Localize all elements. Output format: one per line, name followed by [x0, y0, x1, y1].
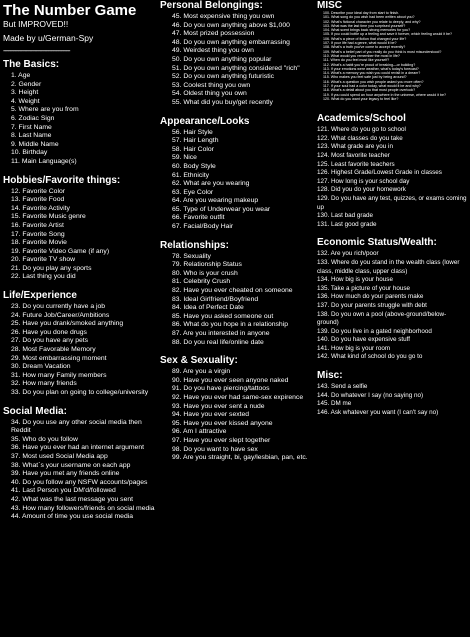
list-item: 28. Most Favorable Memory	[11, 346, 96, 354]
list-item: 81. Celebrity Crush	[172, 278, 231, 286]
list-item: 21. Do you play any sports	[11, 264, 92, 272]
list-item: 99. Are you straight, bi, gay/lesbian, pan, etc.	[172, 454, 308, 462]
list-item: 102. What's fictional character you relate to deeply, and why?	[323, 19, 421, 24]
list-item: 25. Have you drank/smoked anything	[11, 320, 124, 328]
list-social	[3, 419, 155, 522]
section-title-basics: The Basics:	[3, 59, 60, 70]
list-item: 20. Favorite TV show	[11, 256, 76, 264]
list-item: 134. How big is your house	[317, 276, 393, 284]
list-item: 128. Did you do your homework	[317, 186, 406, 194]
list-item: 107. If your life had a genre, what would it be?	[323, 41, 397, 46]
list-item: 16. Favorite Artist	[11, 221, 64, 229]
list-item: 118. What's a detail about you that most people overlook?	[323, 88, 416, 93]
section-title-economic: Economic Status/Wealth:	[317, 237, 437, 249]
list-item: 121. Where do you go to school	[317, 126, 406, 134]
page-subtitle: But IMPROVED!!	[3, 19, 69, 29]
list-item: 94. Have you ever sexted	[172, 411, 250, 419]
list-item: 35. Who do you follow	[11, 435, 78, 443]
page-title: The Number Game	[3, 2, 137, 19]
list-item: 57. Hair Length	[172, 137, 219, 145]
list-item: 47. Most prized possession	[172, 30, 255, 38]
author-byline: Made by u/German-Spy	[3, 33, 94, 43]
section-title-academics: Academics/School	[317, 113, 406, 125]
list-item: 55. What did you buy/get recently	[172, 98, 273, 106]
list-item: 30. Dream Vacation	[11, 363, 71, 371]
list-item: 131. Last good grade	[317, 220, 377, 228]
list-item: 1. Age	[11, 72, 31, 79]
list-item: 108. What's a truth you've come to accept recently?	[323, 45, 406, 50]
divider-line: ----------------------------------------	[3, 46, 70, 55]
list-item: 111. When do you feel most like yourself?	[323, 58, 390, 63]
list-item: 62. What are you wearing	[172, 180, 250, 188]
list-item: 4. Weight	[11, 97, 40, 105]
list-item: 38. What`s your username on each app	[11, 461, 131, 469]
list-item: 7. First Name	[11, 123, 52, 131]
list-item: 98. Do you want to have sex	[172, 445, 258, 453]
list-item: 65. Type of Underwear you wear	[172, 205, 271, 213]
list-appearance	[160, 129, 312, 232]
list-item: 120. What do you want your legacy to feel like?	[323, 96, 399, 101]
list-item: 40. Do you follow any NSFW accounts/pages	[11, 478, 148, 486]
list-item: 9. Middle Name	[11, 140, 59, 148]
list-item: 138. Do you own a pool (above-ground/below-ground)	[317, 310, 447, 327]
list-item: 113. If your emotions were weather, what's today's forecast?	[323, 66, 419, 71]
list-item: 51. Do you own anything considered "rich"	[172, 64, 300, 72]
list-item: 146. Ask whatever you want (I can't say no)	[317, 408, 439, 416]
list-item: 52. Do you own anything futuristic	[172, 73, 275, 81]
list-item: 145. DM me	[317, 400, 352, 408]
list-item: 140. Do you have expensive stuff	[317, 336, 410, 344]
list-item: 103. What was the last time you surprised yourself?	[323, 23, 406, 28]
list-item: 95. Have you ever kissed anyone	[172, 419, 273, 427]
list-item: 36. Have you ever had an internet argument	[11, 444, 145, 452]
list-item: 104. What scent brings back strong memories for you?	[323, 28, 411, 33]
list-relationships	[160, 253, 312, 348]
list-item: 141. How big is your room	[317, 344, 391, 352]
list-item: 137. Do your parents struggle with debt	[317, 301, 427, 309]
list-item: 54. Oldest thing you own	[172, 90, 247, 98]
list-item: 15. Favorite Music genre	[11, 213, 86, 221]
list-item: 24. Future Job/Career/Ambitions	[11, 311, 110, 319]
list-item: 22. Last thing you did	[11, 273, 76, 281]
list-item: 41. Last Person you DM'd/followed	[11, 487, 116, 495]
list-item: 44. Amount of time you use social media	[11, 513, 134, 521]
list-item: 106. What's a piece of fiction that changed your life?	[323, 36, 407, 41]
list-hobbies	[3, 188, 155, 283]
list-item: 43. How many followers/friends on social media	[11, 504, 155, 512]
list-item: 117. If your soul had a color today, what would it be and why?	[323, 84, 421, 89]
list-item: 132. Are you rich/poor	[317, 250, 379, 258]
section-title-hobbies: Hobbies/Favorite things:	[3, 174, 121, 186]
list-sex	[160, 368, 312, 463]
list-item: 11. Main Language(s)	[11, 157, 77, 165]
list-item: 17. Favorite Song	[11, 230, 65, 238]
list-item: 123. What grade are you in	[317, 143, 393, 151]
list-item: 14. Favorite Activity	[11, 204, 70, 212]
list-item: 143. Send a selfie	[317, 383, 368, 391]
list-item: 139. Do you live in a gated neighborhood	[317, 327, 432, 335]
section-title-misc-top: MISC	[317, 0, 342, 11]
list-item: 12. Favorite Color	[11, 187, 66, 195]
list-item: 6. Zodiac Sign	[11, 114, 55, 122]
column-left	[3, 0, 155, 522]
column-right	[317, 0, 467, 417]
section-title-belongings: Personal Belongings:	[160, 0, 263, 11]
list-item: 144. Do whatever I say (no saying no)	[317, 391, 424, 399]
list-item: 83. Ideal Girlfriend/Boyfriend	[172, 295, 259, 303]
list-item: 116. What's a question you wish people asked you more often?	[323, 79, 424, 84]
list-item: 90. Have you ever seen anyone naked	[172, 376, 289, 384]
list-item: 3. Height	[11, 89, 39, 97]
section-title-relationships: Relationships:	[160, 239, 229, 251]
list-item: 63. Eye Color	[172, 188, 214, 196]
list-item: 82. Have you ever cheated on someone	[172, 287, 293, 295]
list-item: 89. Are you a virgin	[172, 368, 231, 376]
list-life	[3, 303, 155, 398]
list-item: 92. Have you ever had same-sex expirence	[172, 393, 304, 401]
list-item: 88. Do you real life/online date	[172, 338, 264, 346]
section-title-misc-bottom: Misc:	[317, 370, 343, 382]
list-misc-top	[317, 11, 467, 101]
list-item: 48. Do you own anything embarrassing	[172, 38, 290, 46]
list-item: 112. What's a habit you're proud of breaking—or building?	[323, 62, 416, 67]
list-item: 66. Favorite outfit	[172, 214, 225, 222]
list-item: 114. What's a memory you wish you could revisit in a dream?	[323, 71, 421, 76]
list-item: 32. How many friends	[11, 380, 77, 388]
list-basics	[3, 72, 155, 167]
column-middle	[160, 0, 312, 463]
section-title-social: Social Media:	[3, 405, 67, 417]
list-item: 130. Last bad grade	[317, 212, 374, 220]
list-item: 42. What was the last message you sent	[11, 495, 134, 503]
list-item: 79. Relationship Status	[172, 261, 242, 269]
list-item: 110. What would you remember the most in life?	[323, 53, 400, 58]
list-item: 33. Do you plan on going to college/university	[11, 389, 149, 396]
list-item: 5. Where are you from	[11, 106, 79, 114]
section-title-appearance: Appearance/Looks	[160, 115, 250, 127]
list-item: 53. Coolest thing you own	[172, 81, 251, 89]
list-item: 100. Describe your ideal day from start to finish.	[323, 11, 400, 15]
list-item: 101. What song do you wish had been written about you?	[323, 15, 415, 20]
list-item: 127. How long is your school day	[317, 177, 410, 185]
list-item: 59. Nice	[172, 154, 197, 162]
list-item: 124. Most favorite teacher	[317, 152, 390, 160]
list-item: 18. Favorite Movie	[11, 239, 67, 247]
list-item: 84. Idea of Perfect Date	[172, 304, 244, 312]
list-item: 129. Do you have any test, quizzes, or exams coming up	[317, 194, 467, 211]
list-item: 125. Least favorite teachers	[317, 160, 395, 168]
list-item: 109. What's a belief part of you really do you think is most misunderstood?	[323, 49, 442, 54]
list-item: 105. If you could bottle up a feeling and save it forever, which feeling would it be?	[323, 32, 453, 37]
list-item: 37. Most used Social Media app	[11, 452, 108, 460]
list-item: 19. Favorite Video Game (if any)	[11, 247, 110, 255]
list-item: 93. Have you ever sent a nude	[172, 402, 265, 410]
list-item: 61. Ethnicity	[172, 171, 210, 179]
list-item: 133. Where do you stand in the wealth class (lower class, middle class, upper class)	[317, 258, 460, 275]
list-item: 67. Facial/Body Hair	[172, 223, 234, 231]
list-item: 34. Do you use any other social media then Reddit	[11, 418, 142, 435]
list-item: 135. Take a picture of your house	[317, 284, 410, 292]
list-item: 64. Are you wearing makeup	[172, 197, 259, 205]
list-item: 87. Are you interested in anyone	[172, 330, 270, 337]
list-item: 10. Birthday	[11, 149, 48, 157]
list-economic	[317, 250, 467, 362]
list-item: 97. Have you ever slept together	[172, 436, 271, 444]
list-item: 115. Who makes you feel safe just by being around?	[323, 75, 407, 80]
list-item: 50. Do you own anything popular	[172, 55, 272, 63]
list-item: 80. Who is your crush	[172, 269, 238, 277]
list-item: 45. Most expensive thing you own	[172, 13, 275, 20]
list-item: 2. Gender	[11, 80, 42, 88]
list-item: 29. Most embarrassing moment	[11, 354, 107, 362]
list-item: 119. If you could spend an hour anywhere in the universe, where would it be?	[323, 92, 446, 97]
list-item: 49. Weirdest thing you own	[172, 47, 254, 55]
list-item: 13. Favorite Food	[11, 196, 65, 204]
list-item: 96. Am I attractive	[172, 428, 227, 436]
list-item: 126. Highest Grade/Lowest Grade in classes	[317, 169, 442, 177]
list-item: 91. Do you have piercing/tattoos	[172, 385, 270, 393]
list-item: 39. Have you met any friends online	[11, 470, 120, 478]
list-item: 122. What classes do you take	[317, 134, 403, 142]
list-academics	[317, 126, 467, 229]
list-item: 85. Have you asked someone out	[172, 312, 274, 320]
list-item: 56. Hair Style	[172, 128, 213, 136]
list-belongings	[160, 13, 312, 108]
list-item: 136. How much do your parents make	[317, 293, 424, 301]
list-item: 60. Body Style	[172, 162, 216, 170]
list-item: 58. Hair Color	[172, 145, 214, 153]
section-title-sex: Sex & Sexuality:	[160, 355, 238, 367]
list-item: 78. Sexuality	[172, 252, 211, 260]
list-item: 26. Have you done drugs	[11, 328, 87, 336]
list-item: 86. What do you hope in a relationship	[172, 321, 289, 329]
list-item: 23. Do you currently have a job	[11, 303, 106, 311]
section-title-life: Life/Experience	[3, 290, 77, 302]
list-item: 31. How many Family members	[11, 371, 107, 379]
list-item: 8. Last Name	[11, 132, 52, 140]
list-item: 46. Do you own anything above $1,000	[172, 21, 290, 29]
list-item: 27. Do you have any pets	[11, 337, 89, 345]
list-item: 142. What kind of school do you go to	[317, 353, 423, 361]
list-misc-bottom	[317, 383, 467, 417]
